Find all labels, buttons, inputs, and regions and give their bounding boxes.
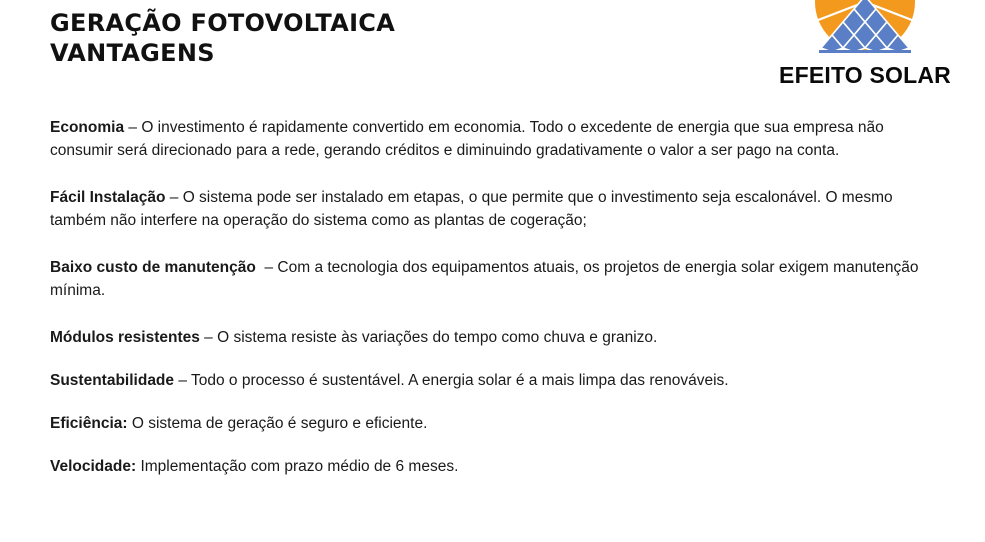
advantage-text: Todo o processo é sustentável. A energia solar é a mais limpa das renováveis.	[190, 372, 729, 389]
advantage-text: O sistema pode ser instalado em etapas, o que permite que o investimento seja escalonável. O mesmo também não interfere na operação do sistema como as plantas de cogeração;	[50, 189, 893, 229]
advantage-term: Baixo custo de manutenção	[50, 259, 256, 276]
advantage-text: O sistema de geração é seguro e eficiente.	[131, 415, 428, 432]
advantage-separator: –	[165, 189, 183, 206]
advantage-text: Implementação com prazo médio de 6 meses.	[140, 458, 459, 475]
advantage-item-economia	[50, 116, 945, 162]
advantage-item-facil-instalacao	[50, 186, 945, 232]
advantage-item-modulos-resistentes	[50, 326, 945, 349]
title-line-1: GERAÇÃO FOTOVOLTAICA	[50, 9, 396, 37]
advantage-separator: –	[174, 372, 191, 389]
advantage-text: O investimento é rapidamente convertido em economia. Todo o excedente de energia que sua empresa não consumir será direcionado para a rede, gerando créditos e diminuindo gradativamente o valor a ser pago na conta.	[50, 119, 884, 159]
efeito-solar-logo	[760, 0, 970, 95]
advantage-term: Sustentabilidade	[50, 372, 175, 389]
advantage-separator: –	[255, 259, 278, 276]
sun-solar-panel-icon	[795, 0, 935, 60]
advantage-term: Fácil Instalação	[50, 189, 166, 206]
advantage-term: Eficiência:	[50, 415, 128, 432]
advantage-item-baixo-custo	[50, 256, 945, 302]
advantage-text: Com a tecnologia dos equipamentos atuais, os projetos de energia solar exigem manutenção mínima.	[50, 259, 919, 299]
brand-name: EFEITO SOLAR	[779, 62, 951, 88]
advantage-item-eficiencia	[50, 412, 945, 435]
advantage-term: Módulos resistentes	[50, 329, 200, 346]
advantages-list	[50, 116, 945, 498]
advantage-separator: –	[199, 329, 218, 346]
advantage-term: Economia	[50, 119, 125, 136]
advantage-term: Velocidade:	[50, 458, 137, 475]
advantage-item-velocidade	[50, 455, 945, 478]
advantage-text: O sistema resiste às variações do tempo como chuva e granizo.	[217, 329, 658, 346]
title-line-2: VANTAGENS	[50, 39, 215, 67]
advantage-separator: –	[124, 119, 142, 136]
page-title	[50, 8, 395, 68]
advantage-item-sustentabilidade	[50, 369, 945, 392]
